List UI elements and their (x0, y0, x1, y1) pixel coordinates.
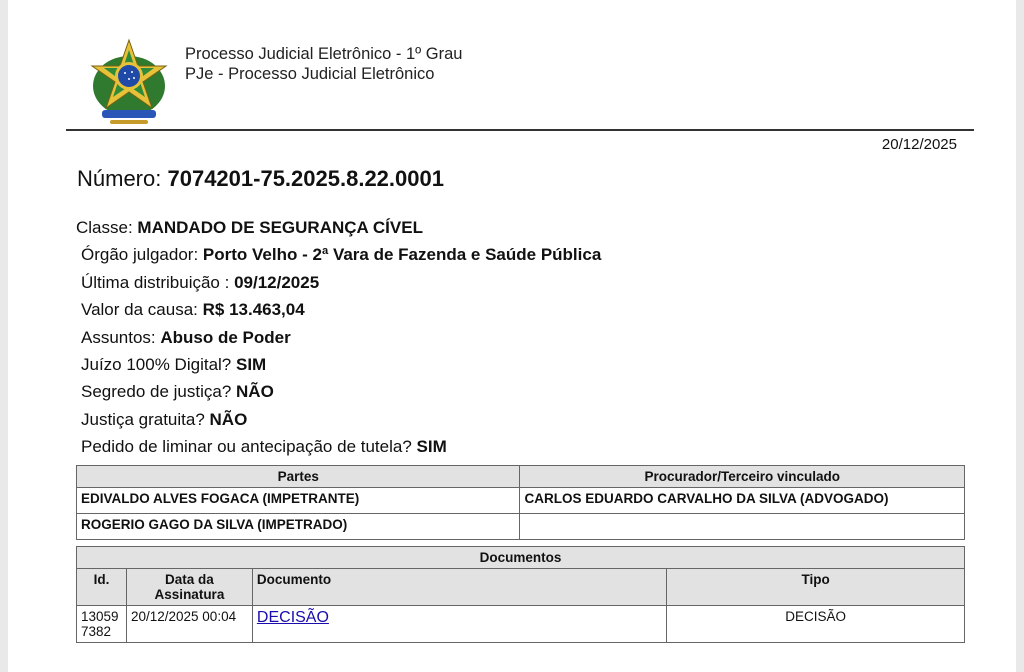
document-page (8, 0, 1016, 672)
procurador-cell: CARLOS EDUARDO CARVALHO DA SILVA (ADVOGADO) (520, 488, 965, 514)
report-date: 20/12/2025 (881, 136, 957, 153)
parte-cell: EDIVALDO ALVES FOGACA (IMPETRANTE) (77, 488, 520, 514)
field-classe (76, 214, 601, 241)
field-justica-gratuita (76, 406, 601, 433)
field-ultima-distribuicao (76, 269, 601, 296)
procurador-cell (520, 514, 965, 540)
process-number (77, 166, 444, 192)
field-label: Órgão julgador: (81, 245, 199, 265)
field-label: Segredo de justiça? (81, 382, 232, 402)
parte-cell: ROGERIO GAGO DA SILVA (IMPETRADO) (77, 514, 520, 540)
field-label: Pedido de liminar ou antecipação de tutela? (81, 437, 412, 457)
documento-header: Documento (252, 569, 666, 606)
tipo-header: Tipo (667, 569, 965, 606)
table-row (77, 488, 965, 514)
doc-type-cell: DECISÃO (667, 606, 965, 643)
field-value: R$ 13.463,04 (202, 300, 305, 320)
field-label: Assuntos: (81, 327, 156, 347)
documentos-table (76, 546, 965, 643)
field-label: Última distribuição : (81, 272, 230, 292)
field-value: 09/12/2025 (234, 272, 320, 292)
header-line-1: Processo Judicial Eletrônico - 1º Grau (185, 45, 463, 63)
documentos-header-row (77, 569, 965, 606)
brasao-republica-logo (88, 36, 170, 126)
field-assuntos (76, 324, 601, 351)
partes-header-row (77, 466, 965, 488)
header-divider (66, 129, 974, 131)
table-row (77, 514, 965, 540)
procurador-header: Procurador/Terceiro vinculado (520, 466, 965, 488)
field-value: Abuso de Poder (160, 327, 291, 347)
system-header (185, 44, 462, 84)
documentos-title: Documentos (77, 547, 965, 569)
field-value: SIM (416, 437, 447, 457)
process-number-label: Número: (77, 166, 162, 191)
field-valor-causa (76, 296, 601, 323)
doc-name-cell (252, 606, 666, 643)
process-number-value: 7074201-75.2025.8.22.0001 (167, 166, 444, 191)
documento-link[interactable]: DECISÃO (256, 609, 329, 626)
field-value: MANDADO DE SEGURANÇA CÍVEL (137, 218, 423, 237)
field-label: Valor da causa: (81, 300, 198, 320)
process-details (76, 214, 601, 461)
id-header: Id. (77, 569, 127, 606)
doc-date-cell: 20/12/2025 00:04 (126, 606, 252, 643)
field-label: Justiça gratuita? (81, 409, 205, 429)
field-value: NÃO (209, 409, 248, 429)
field-segredo-justica (76, 378, 601, 405)
field-label: Classe: (76, 218, 133, 237)
data-assinatura-header: Data da Assinatura (126, 569, 252, 606)
partes-table (76, 465, 965, 540)
field-label: Juízo 100% Digital? (81, 355, 232, 375)
header-line-2: PJe - Processo Judicial Eletrônico (185, 65, 435, 83)
field-juizo-digital (76, 351, 601, 378)
field-value: NÃO (236, 382, 274, 402)
documentos-title-row (77, 547, 965, 569)
field-orgao-julgador (76, 241, 601, 268)
field-pedido-liminar (76, 433, 601, 460)
partes-header: Partes (77, 466, 520, 488)
doc-id-cell: 13059 7382 (77, 606, 127, 643)
table-row (77, 606, 965, 643)
field-value: Porto Velho - 2ª Vara de Fazenda e Saúde Pública (202, 245, 602, 265)
field-value: SIM (236, 355, 267, 375)
